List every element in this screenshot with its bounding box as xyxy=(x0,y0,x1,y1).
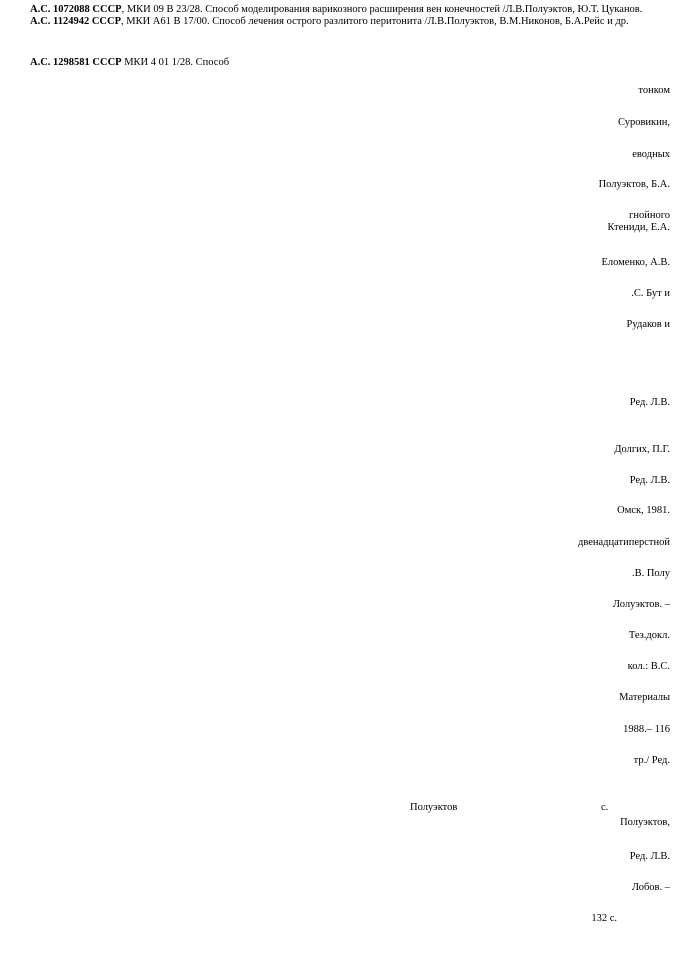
text-fragment: 132 с. xyxy=(591,913,617,924)
entry-title: А.С. 1298581 СССР xyxy=(30,57,122,68)
text-fragment-line: гнойного Ктениди, Е.А. xyxy=(607,210,670,234)
text-fragment: Лолуэктов. – xyxy=(612,599,670,610)
entry-title: А.С. 1072088 СССР xyxy=(30,4,122,15)
text-fragment: .В. Полу xyxy=(631,568,670,579)
text-fragment: тр./ Ред. xyxy=(633,755,670,766)
text-fragment: Рудаков и xyxy=(626,319,670,330)
text-fragment: Ред. Л.В. xyxy=(629,851,670,862)
text-fragment: Материалы xyxy=(619,692,670,703)
text-fragment: Ред. Л.В. xyxy=(629,475,670,486)
text-fragment: кол.: В.С. xyxy=(627,661,670,672)
text-fragment: Тез.докл. xyxy=(628,630,670,641)
text-fragment-middle: Полуэктов xyxy=(410,802,458,813)
entry-text: МКИ 4 01 1/28. Способ xyxy=(121,57,230,68)
right-column-fragments xyxy=(470,0,670,960)
text-fragment: .С. Бут и xyxy=(631,288,670,299)
text-fragment: Лобов. – xyxy=(631,882,670,893)
text-fragment: Полуэктов, Б.А. xyxy=(598,179,670,190)
text-fragment: Еломенко, А.В. xyxy=(601,257,670,268)
text-fragment: Полуэктов, xyxy=(620,817,670,828)
text-fragment-small: с. xyxy=(601,802,609,813)
text-fragment xyxy=(550,210,670,234)
text-fragment: Суровикин, xyxy=(617,117,670,128)
text-fragment: еводных xyxy=(632,149,670,160)
entry-text: , МКИ 09 В 23/28. Способ моделирования варикозного расширения вен конечностей /Л.В.Полуэктов, Ю.Т. Цуканов. xyxy=(121,4,643,15)
text-fragment: 1988.– 116 xyxy=(623,724,670,735)
text-fragment: тонком xyxy=(638,85,670,96)
text-fragment: Долгих, П.Г. xyxy=(614,444,670,455)
text-fragment: Омск, 1981. xyxy=(617,505,670,516)
entry-title: А.С. 1124942 СССР xyxy=(30,16,121,28)
text-fragment: двенадцатиперстной xyxy=(577,537,670,548)
text-fragment: Ред. Л.В. xyxy=(629,397,670,408)
entry-text: , МКИ А61 В 17/00. Способ лечения острого разлитого перитонита /Л.В.Полуэктов, В.М.Никонов, Б.А.Рейс и др. xyxy=(121,16,629,28)
